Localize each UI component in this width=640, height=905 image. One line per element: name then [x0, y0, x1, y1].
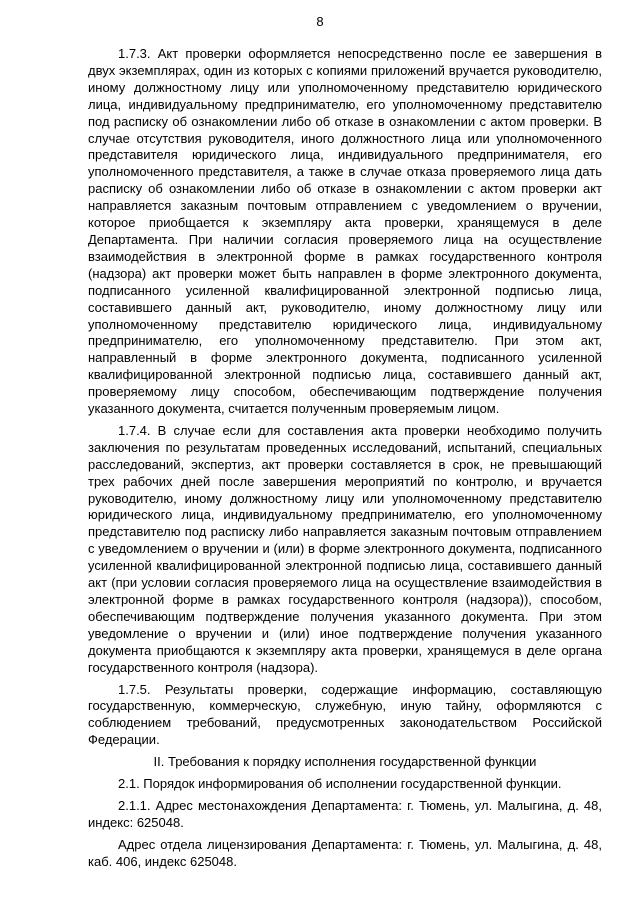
paragraph-2-1-1: 2.1.1. Адрес местонахождения Департамента: г. Тюмень, ул. Малыгина, д. 48, индекс: 625048. — [88, 797, 602, 830]
subsection-heading: 2.1. Порядок информирования об исполнении государственной функции. — [118, 776, 562, 792]
paragraph-1-7-4: 1.7.4. В случае если для составления акта проверки необходимо получить заключения по результатам проведенных исследований, испытаний, специальных расследований, экспертиз, акт проверки составляется в срок, не превышающий трех рабочих дней после завершения мероприятий по контролю, и вручается руководителю, иному должностному лицу или уполномоченному представителю юридического лица, индивидуальному предпринимателю, его уполномоченному представителю под расписку либо направляется заказным почтовым отправлением с уведомлением о вручении и (или) в форме электронного документа, подписанного усиленной квалифицированной электронной подписью лица, составившего данный акт (при условии согласия проверяемого лица на осуществление взаимодействия в электронной форме в рамках государственного контроля (надзора)), способом, обеспечивающим подтверждение получения указанного документа. При этом уведомление о вручении и (или) иное подтверждение получения указанного документа приобщаются к экземпляру акта проверки, хранящемуся в деле органа государственного контроля (надзора). — [88, 422, 602, 675]
paragraph-1-7-3: 1.7.3. Акт проверки оформляется непосредственно после ее завершения в двух экземплярах, один из которых с копиями приложений вручается руководителю, иному должностному лицу или уполномоченному представителю юридического лица, индивидуальному предпринимателю, его уполномоченному представителю под расписку об ознакомлении либо об отказе в ознакомлении с актом проверки. В случае отсутствия руководителя, иного должностного лица или уполномоченного представителя юридического лица, индивидуального предпринимателя, его уполномоченного представителя, а также в случае отказа проверяемого лица дать расписку об ознакомлении либо об отказе в ознакомлении с актом проверки акт направляется заказным почтовым отправлением с уведомлением о вручении, которое приобщается к экземпляру акта проверки, хранящемуся в деле Департамента. При наличии согласия проверяемого лица на осуществление взаимодействия в электронной форме в рамках государственного контроля (надзора) акт проверки может быть направлен в форме электронного документа, подписанного усиленной квалифицированной электронной подписью лица, составившего данный акт, руководителю, иному должностному лицу или уполномоченному представителю юридического лица, индивидуальному предпринимателю, его уполномоченному представителю. При этом акт, направленный в форме электронного документа, подписанного усиленной квалифицированной электронной подписью лица, составившего данный акт, проверяемому лицу способом, обеспечивающим подтверждение получения указанного документа, считается полученным проверяемым лицом. — [88, 46, 602, 417]
paragraph-1-7-5: 1.7.5. Результаты проверки, содержащие информацию, составляющую государственную, коммерческую, служебную, иную тайну, оформляются с соблюдением требований, предусмотренных законодательством Российской Федерации. — [88, 681, 602, 748]
document-body — [88, 46, 602, 871]
page-number: 8 — [316, 14, 324, 29]
paragraph-licensing-address: Адрес отдела лицензирования Департамента: г. Тюмень, ул. Малыгина, д. 48, каб. 406, индекс 625048. — [88, 836, 602, 869]
section-heading: II. Требования к порядку исполнения государственной функции — [153, 754, 537, 770]
